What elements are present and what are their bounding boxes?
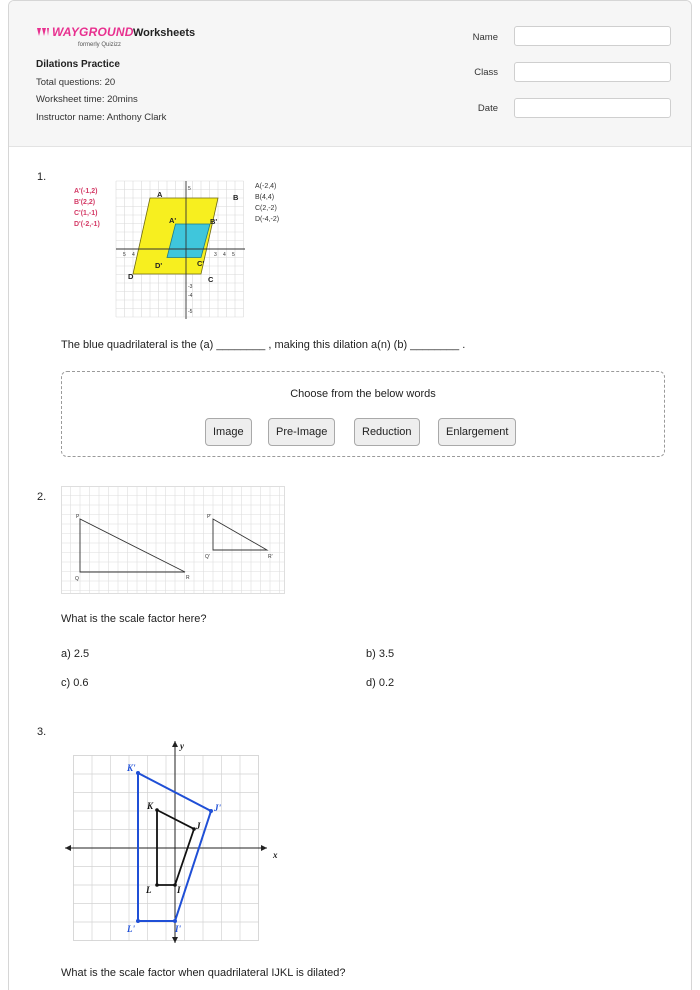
y-axis-label: y (180, 741, 184, 751)
option-d[interactable]: d) 0.2 (366, 677, 395, 689)
word-chip-image[interactable]: Image (205, 418, 252, 446)
blank-a[interactable]: ________ (216, 339, 266, 351)
label-A-prime: A' (169, 216, 177, 225)
word-bank (61, 371, 665, 457)
tick-y-neg3: -3 (188, 284, 193, 290)
coord-B-prime: B'(2,2) (74, 199, 96, 206)
question-1-text-a: The blue quadrilateral is the (a) (61, 339, 214, 351)
word-chip-enlargement[interactable]: Enlargement (438, 418, 516, 446)
coord-A-prime: A'(-1,2) (74, 188, 98, 195)
coord-D-prime: D'(-2,-1) (74, 221, 100, 228)
question-2-text: What is the scale factor here? (61, 613, 207, 625)
question-3-number: 3. (37, 726, 47, 738)
label-P: P (76, 514, 80, 520)
x-axis-right-arrow-icon (261, 845, 267, 851)
tick-y-5: 5 (188, 186, 191, 192)
label-L: L (146, 885, 152, 895)
label-B-prime: B' (210, 217, 218, 226)
question-3-figure (61, 733, 283, 945)
option-c[interactable]: c) 0.6 (61, 677, 89, 689)
question-1-number: 1. (37, 171, 47, 183)
worksheet-title: Dilations Practice (36, 59, 120, 70)
tick-x-4: 4 (223, 252, 226, 258)
date-field[interactable] (514, 98, 671, 118)
label-D-prime: D' (155, 261, 163, 270)
tick-y-neg5: -5 (188, 309, 193, 315)
label-I-prime: I' (175, 924, 182, 934)
label-C: C (208, 275, 214, 284)
coord-D: D(-4,-2) (255, 216, 280, 223)
coord-C: C(2,-2) (255, 205, 277, 212)
worksheet-page (8, 0, 692, 990)
question-1-text (61, 339, 465, 351)
label-D: D (128, 272, 134, 281)
coord-B: B(4,4) (255, 194, 275, 201)
tick-x-5: 5 (232, 252, 235, 258)
word-bank-title: Choose from the below words (290, 388, 436, 400)
coord-A: A(-2,4) (255, 183, 277, 190)
brand-logo (36, 23, 134, 48)
word-chip-reduction[interactable]: Reduction (354, 418, 420, 446)
question-3-text: What is the scale factor when quadrilateral IJKL is dilated? (61, 967, 346, 979)
app-name: Worksheets (133, 27, 196, 39)
label-P-prime: P' (207, 514, 212, 520)
class-field[interactable] (514, 62, 671, 82)
question-2-figure (61, 486, 285, 594)
question-2-number: 2. (37, 491, 47, 503)
question-1-text-c: . (462, 339, 466, 351)
label-A: A (157, 190, 163, 199)
x-axis-label: x (273, 850, 278, 860)
label-R: R (186, 575, 190, 581)
label-I: I (177, 885, 181, 895)
coord-C-prime: C'(1,-1) (74, 210, 98, 217)
instructor-name: Instructor name: Anthony Clark (36, 112, 167, 123)
total-questions: Total questions: 20 (36, 77, 116, 88)
label-C-prime: C' (197, 259, 205, 268)
label-B: B (233, 193, 239, 202)
tick-x-neg5: 5 (123, 252, 126, 258)
name-field[interactable] (514, 26, 671, 46)
tick-x-3: 3 (214, 252, 217, 258)
class-label: Class (474, 67, 498, 78)
brand-name: WAYGROUND (52, 25, 134, 39)
wayground-logo-icon (36, 27, 50, 37)
word-chip-pre-image[interactable]: Pre-Image (268, 418, 335, 446)
label-J-prime: J' (214, 803, 222, 813)
brand-subtitle: formerly Quizizz (78, 42, 122, 48)
label-K-prime: K' (127, 763, 136, 773)
label-R-prime: R' (268, 554, 273, 560)
option-b[interactable]: b) 3.5 (366, 648, 395, 660)
blank-b[interactable]: ________ (410, 339, 460, 351)
question-1-text-b: , making this dilation a(n) (b) (268, 339, 408, 351)
y-axis-up-arrow-icon (172, 741, 178, 747)
label-L-prime: L' (127, 924, 135, 934)
label-Q: Q (75, 576, 79, 582)
worksheet-header (9, 1, 691, 147)
date-label: Date (477, 103, 498, 114)
label-Q-prime: Q' (205, 554, 210, 560)
option-a[interactable]: a) 2.5 (61, 648, 90, 660)
name-label: Name (472, 32, 498, 43)
question-1-figure (61, 169, 291, 321)
tick-x-neg4: 4 (132, 252, 135, 258)
tick-y-neg4: -4 (188, 293, 193, 299)
worksheet-time: Worksheet time: 20mins (36, 94, 138, 105)
label-K: K (147, 801, 154, 811)
x-axis-left-arrow-icon (65, 845, 71, 851)
label-J: J (196, 821, 201, 831)
